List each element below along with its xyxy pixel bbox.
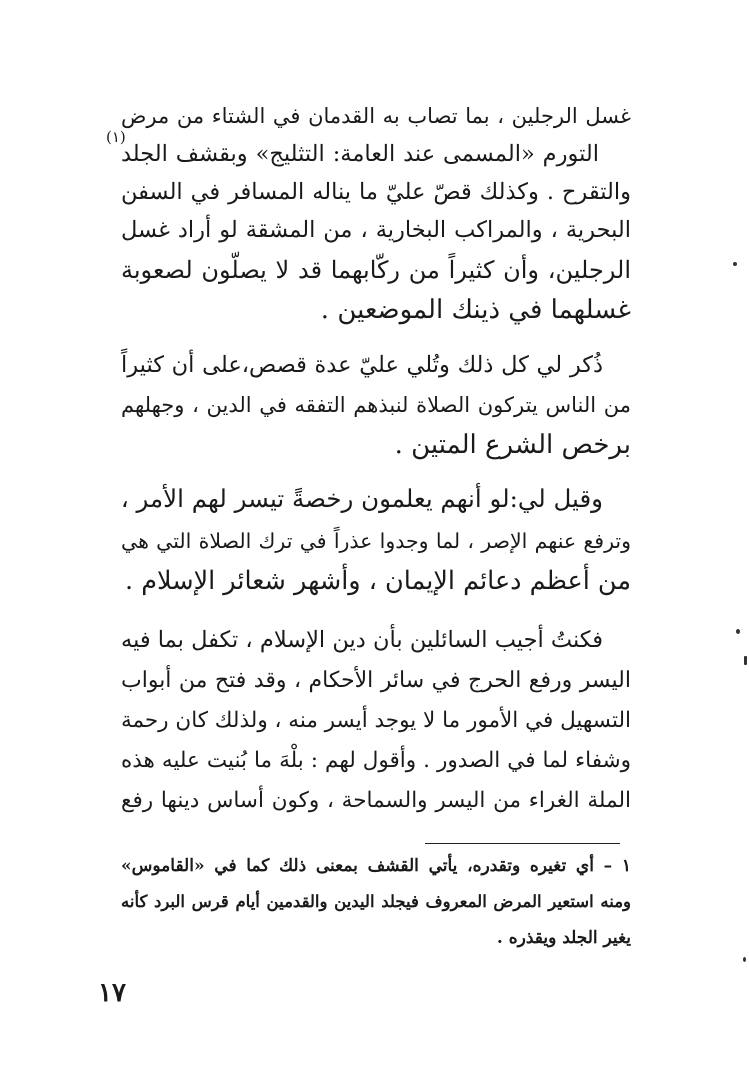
scan-speck (733, 262, 737, 266)
body-line-9: برخص الشرع المتين . (394, 430, 631, 460)
body-line-1: غسل الرجلين ، بما تصاب به القدمان في الشتاء من مرض (121, 104, 631, 128)
footnote-line-2: ومنه استعير المرض المعروف فيجلد اليدين والقدمين أيام قرس البرد كأنه (121, 892, 631, 911)
body-line-15: التسهيل في الأمور ما لا يوجد أيسر منه ، ولذلك كان رحمة (120, 708, 631, 733)
body-line-11: وترفع عنهم الإصر ، لما وجدوا عذراً في ترك الصلاة التي هي (121, 529, 631, 553)
scan-speck (744, 656, 747, 665)
body-line-6: غسلهما في ذينك الموضعين . (320, 295, 631, 325)
footnote-line-1: ١ – أي تغيره وتقدره، يأتي القشف بمعنى ذلك كما في «القاموس» (121, 856, 631, 876)
body-line-3: والتقرح . وكذلك قصّ عليّ ما يناله المسافر في السفن (121, 179, 631, 205)
body-line-14: اليسر ورفع الحرج في سائر الأحكام ، وقد فتح من أبواب (121, 668, 631, 693)
body-line-17: الملة الغراء من اليسر والسماحة ، وكون أساس دينها رفع (121, 788, 631, 813)
body-line-7: ذُكر لي كل ذلك وتُلي عليّ عدة قصص،على أن كثيراً (121, 352, 603, 378)
footnote-reference: (١) (106, 128, 126, 146)
body-line-16: وشفاء لما في الصدور . وأقول لهم : بلْهَ ما بُنيت عليه هذه (121, 748, 631, 773)
body-line-10: وقيل لي:لو أنهم يعلمون رخصةً تيسر لهم الأمر ، (120, 484, 603, 513)
footnote-line-3: يغير الجلد ويقذره . (496, 928, 631, 948)
scan-speck (736, 629, 740, 634)
body-line-12: من أعظم دعائم الإيمان ، وأشهر شعائر الإسلام . (124, 566, 631, 596)
footnote-divider (425, 843, 620, 844)
scan-speck (743, 957, 746, 962)
body-line-8: من الناس يتركون الصلاة لنبذهم التفقه في الدين ، وجهلهم (121, 393, 631, 417)
body-line-13: فكنتُ أجيب السائلين بأن دين الإسلام ، تكفل بما فيه (121, 627, 603, 653)
page-number: ١٧ (98, 978, 126, 1008)
body-line-4: البحرية ، والمراكب البخارية ، من المشقة لو أراد غسل (121, 217, 631, 243)
body-line-2: التورم «المسمى عند العامة: التثليج» وبقشف الجلد (121, 141, 599, 167)
body-line-5: الرجلين، وأن كثيراً من ركّابهما قد لا يصلّون لصعوبة (121, 256, 631, 284)
